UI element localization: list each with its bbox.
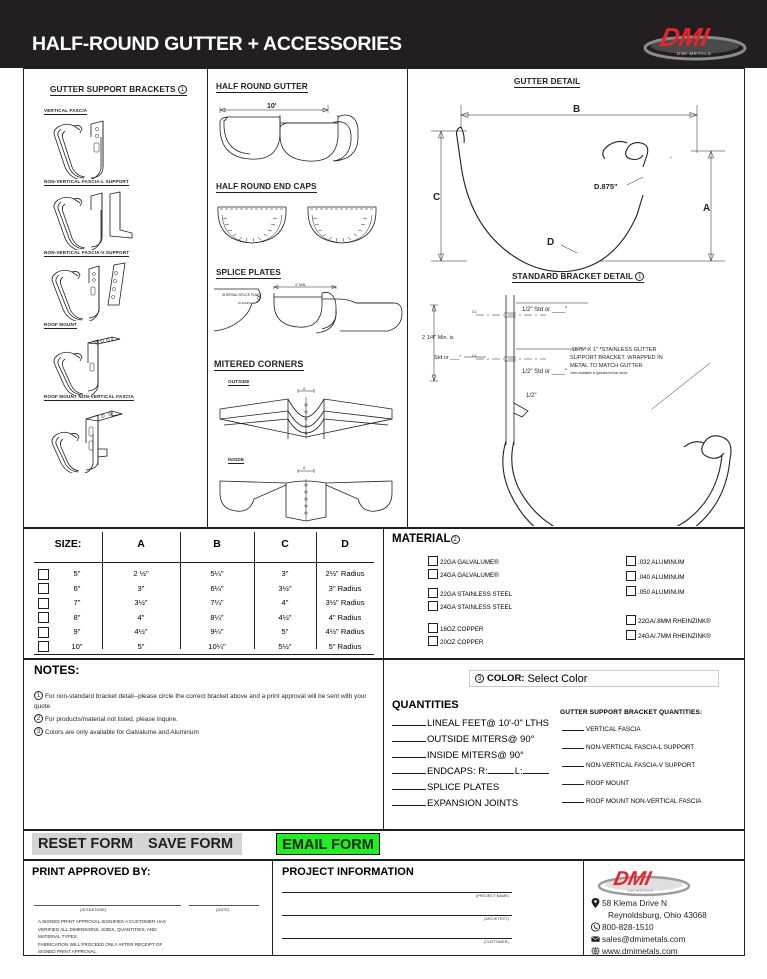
- dmi-logo: [643, 18, 747, 62]
- cell-b: 10¼": [208, 641, 226, 651]
- cell-b: 8¼": [210, 612, 224, 622]
- column-divider-2: [407, 69, 408, 527]
- detail-bead-label: D.875": [594, 182, 618, 191]
- cell-a: 3½": [134, 598, 148, 608]
- size-checkbox-7[interactable]: [38, 598, 49, 609]
- cell-size: 5": [73, 569, 81, 578]
- phone-icon: [591, 922, 600, 932]
- cell-d: 4½" Radius: [325, 627, 365, 637]
- contact-panel: [583, 860, 746, 956]
- bracket-drawing-roof-mount[interactable]: [48, 333, 148, 395]
- detail-a-label: A: [703, 203, 711, 214]
- svg-text:DMI: DMI: [611, 868, 653, 890]
- bracket-dim-left-2: Std or ___": [434, 355, 462, 361]
- material-checkbox[interactable]: [428, 601, 438, 611]
- detail-c-label: C: [433, 192, 441, 203]
- table-row[interactable]: [34, 567, 374, 582]
- standard-bracket-detail-drawing: [416, 291, 742, 526]
- svg-text:+: +: [669, 155, 673, 160]
- material-option-24ga-galvalume[interactable]: 24GA GALVALUME®: [428, 569, 499, 579]
- note-ref-1: 1: [178, 85, 187, 94]
- bracket-drawing-nv-fascia-l[interactable]: [48, 190, 148, 250]
- column-divider-1: [207, 69, 208, 527]
- end-caps-drawing: [212, 199, 402, 257]
- bracket-label-vertical-fascia: VERTICAL FASCIA: [44, 108, 88, 113]
- brk-qty-roof-mount-nv[interactable]: ROOF MOUNT NON-VERTICAL FASCIA: [562, 796, 701, 805]
- mitered-corners-title: MITERED CORNERS: [214, 359, 304, 369]
- miter-inside-label: INSIDE: [228, 457, 245, 462]
- brk-qty-nv-fascia-l[interactable]: NON-VERTICAL FASCIA-L SUPPORT: [562, 742, 694, 751]
- standard-bracket-detail-title: STANDARD BRACKET DETAIL 1: [512, 272, 644, 283]
- bracket-spec-footnote: *also available in galvanized bar stock: [570, 371, 628, 376]
- color-quantities-section: [384, 659, 746, 830]
- brk-input-vertical-fascia[interactable]: [562, 724, 584, 731]
- note-ref-1-bracket: 1: [635, 272, 644, 281]
- spec-table-body: [34, 567, 374, 655]
- architect-input[interactable]: [282, 915, 512, 916]
- bracket-drawing-vertical-fascia[interactable]: [48, 119, 132, 179]
- bracket-drawing-nv-fascia-v[interactable]: [48, 261, 148, 321]
- svg-text:DMI METALS: DMI METALS: [627, 889, 654, 893]
- svg-text:A: A: [303, 466, 306, 470]
- cell-size: 6": [73, 583, 81, 593]
- bracket-label-roof-mount: ROOF MOUNT: [44, 322, 77, 327]
- qty-expansion-joints[interactable]: EXPANSION JOINTS: [392, 796, 518, 809]
- qty-input-lineal-feet[interactable]: [392, 716, 426, 726]
- qty-splice-plates[interactable]: SPLICE PLATES: [392, 780, 499, 793]
- qty-input-inside-miters[interactable]: [392, 748, 426, 758]
- cell-size: 7": [73, 598, 81, 608]
- bracket-dim-left-1: 2 1/4" Min. is: [422, 335, 454, 341]
- bracket-spec-note: .1875" X 1" *STAINLESS GUTTER SUPPORT BRACKET. WRAPPED IN METAL TO MATCH GUTTER *also available in galvanized bar stock: [570, 346, 712, 376]
- cell-d: 3½" Radius: [325, 598, 365, 608]
- half-round-gutter-drawing: [212, 97, 404, 172]
- qty-input-expansion-joints[interactable]: [392, 796, 426, 806]
- cell-b: 6¼": [210, 583, 224, 593]
- size-checkbox-9[interactable]: [38, 627, 49, 638]
- page-header: [0, 0, 767, 68]
- customer-input[interactable]: [282, 938, 512, 939]
- note-ref-3: 3: [475, 674, 484, 683]
- cell-b: 9¼": [210, 627, 224, 637]
- spec-col-size: SIZE:: [54, 538, 82, 550]
- material-option-22ga-rheinzink[interactable]: 22GA/.8MM RHEINZINK®: [626, 615, 711, 625]
- cell-a: 5": [137, 641, 145, 651]
- splice-plates-drawing: [212, 283, 404, 345]
- document-frame: [23, 68, 745, 956]
- material-checkbox[interactable]: [428, 623, 438, 633]
- spec-table-section: [24, 528, 383, 658]
- signature-line[interactable]: [34, 905, 181, 906]
- material-checkbox[interactable]: [428, 588, 438, 598]
- spec-col-d: D: [341, 538, 349, 550]
- color-value: Select Color: [527, 672, 588, 685]
- date-caption: (DATE): [216, 908, 230, 912]
- color-select[interactable]: [469, 670, 719, 687]
- qty-inside-miters[interactable]: INSIDE MITERS@ 90°: [392, 748, 524, 761]
- miter-outside-label: OUTSIDE: [228, 379, 250, 384]
- bracket-label-roof-mount-nv: ROOF MOUNT NON-VERTICAL FASCIA: [44, 394, 134, 399]
- splice-internal-label: INTERNAL SPLICE PLATE: [222, 293, 261, 297]
- print-approved-title: PRINT APPROVED BY:: [32, 866, 151, 878]
- brk-qty-vertical-fascia[interactable]: VERTICAL FASCIA: [562, 724, 641, 733]
- cell-d: 2½" Radius: [325, 569, 365, 578]
- save-form-button[interactable]: SAVE FORM: [139, 833, 242, 855]
- globe-icon: [591, 946, 600, 956]
- date-line[interactable]: [189, 905, 259, 906]
- bracket-quantities-title: GUTTER SUPPORT BRACKET QUANTITIES:: [560, 709, 703, 716]
- architect-caption: (ARCHITECT): [484, 917, 510, 921]
- table-row[interactable]: [34, 582, 374, 597]
- material-option-24ga-stainless[interactable]: 24GA STAINLESS STEEL: [428, 601, 512, 611]
- material-checkbox[interactable]: [626, 615, 636, 625]
- cell-size: 8": [73, 612, 81, 622]
- material-checkbox[interactable]: [428, 556, 438, 566]
- size-checkbox-6[interactable]: [38, 583, 49, 594]
- cell-d: 4" Radius: [328, 612, 362, 622]
- gutter-detail-title: GUTTER DETAIL: [514, 77, 581, 86]
- brk-qty-roof-mount[interactable]: ROOF MOUNT: [562, 778, 629, 787]
- material-section: [384, 528, 746, 658]
- splice-plates-title: SPLICE PLATES: [216, 268, 281, 277]
- material-checkbox[interactable]: [626, 630, 636, 640]
- size-checkbox-5[interactable]: [38, 569, 49, 580]
- cell-d: 3" Radius: [328, 583, 362, 593]
- cell-c: 4": [281, 598, 289, 608]
- svg-text:DMI METALS: DMI METALS: [677, 51, 712, 56]
- qty-outside-miters[interactable]: OUTSIDE MITERS@ 90°: [392, 732, 534, 745]
- note-ref-2: 2: [451, 535, 460, 544]
- notes-title: NOTES:: [34, 663, 80, 677]
- cell-c: 3½": [278, 583, 292, 593]
- cell-size: 10": [71, 641, 83, 651]
- bracket-dim-bottom: 1/2": [526, 393, 537, 399]
- table-row[interactable]: [34, 640, 374, 655]
- bottom-panels: [24, 860, 746, 956]
- cell-size: 9": [73, 627, 81, 637]
- note-num-3: 3: [34, 727, 43, 736]
- envelope-icon: [591, 934, 600, 944]
- material-option-040-aluminum[interactable]: .040 ALUMINUM: [626, 571, 684, 581]
- svg-text:DMI: DMI: [657, 22, 712, 52]
- qty-lineal-feet[interactable]: LINEAL FEET@ 10'-0" LTHS: [392, 716, 549, 729]
- location-pin-icon: [591, 898, 600, 908]
- cell-b: 5¼": [210, 569, 224, 578]
- gutter-support-brackets-title: GUTTER SUPPORT BRACKETS 1: [50, 85, 187, 96]
- cell-c: 3": [281, 569, 289, 578]
- color-label: COLOR:: [487, 673, 525, 684]
- drawing-area: [24, 69, 744, 527]
- spec-table-header-row: [34, 532, 374, 562]
- svg-text:CL: CL: [472, 309, 478, 314]
- brk-input-roof-mount[interactable]: [562, 778, 584, 785]
- cell-d: 5" Radius: [328, 641, 362, 651]
- bracket-label-nv-fascia-v: NON-VERTICAL FASCIA-V SUPPORT: [44, 250, 130, 255]
- brk-input-nv-fascia-l[interactable]: [562, 742, 584, 749]
- note-num-1: 1: [34, 691, 43, 700]
- material-option-22ga-stainless[interactable]: 22GA STAINLESS STEEL: [428, 588, 512, 598]
- cell-a: 2 ½": [133, 569, 149, 578]
- qty-input-endcaps-l[interactable]: [523, 764, 549, 774]
- splice-holes-label: 8 HOLES: [238, 301, 251, 305]
- half-round-gutter-title: HALF ROUND GUTTER: [216, 82, 308, 91]
- form-button-row: [24, 830, 746, 860]
- bracket-dim-top: 1/2" Std or ____": [522, 307, 568, 313]
- cell-b: 7¼": [210, 598, 224, 608]
- contact-email[interactable]: sales@dmimetals.com: [602, 934, 686, 944]
- note-num-2: 2: [34, 714, 43, 723]
- material-option-050-aluminum[interactable]: .050 ALUMINUM: [626, 586, 684, 596]
- note-item-2: 2 For products/material not listed, please inquire.: [34, 714, 374, 725]
- outside-miter-drawing: [210, 387, 402, 452]
- gutter-detail-drawing: [419, 93, 739, 275]
- half-round-end-caps-title: HALF ROUND END CAPS: [216, 182, 317, 191]
- brk-input-roof-mount-nv[interactable]: [562, 796, 584, 803]
- contact-website[interactable]: www.dmimetals.com: [602, 946, 678, 956]
- spec-table: [34, 532, 374, 655]
- bracket-dim-mid: 1/2" Std or ____": [522, 369, 568, 375]
- cell-c: 5": [281, 627, 289, 637]
- material-option-22ga-galvalume[interactable]: 22GA GALVALUME®: [428, 556, 499, 566]
- table-row[interactable]: [34, 625, 374, 640]
- material-checkbox[interactable]: [626, 571, 636, 581]
- svg-text:A: A: [303, 387, 306, 391]
- inside-miter-drawing: [210, 465, 402, 525]
- bracket-drawing-roof-mount-nv-fascia[interactable]: [48, 405, 148, 473]
- cell-a: 4½": [134, 627, 148, 637]
- signature-caption: (SIGNATURE): [80, 908, 107, 912]
- legal-text: A SIGNED PRINT APPROVAL SIGNIFIES A CUSTOMER HAS VERIFIED ALL DIMENSIONS, SIZES, QUANTITIES, AND MATERIAL TYPES. FABRICATION WILL PROCEED ONLY AFTER RECEIPT OF SIGNED PRINT APPROVAL.: [38, 919, 166, 955]
- material-title: MATERIAL 2: [392, 533, 460, 545]
- qty-input-splice-plates[interactable]: [392, 780, 426, 790]
- dmi-footer-logo: [597, 865, 692, 897]
- spec-bottom-line: [34, 654, 374, 655]
- detail-b-label: B: [573, 104, 581, 115]
- cell-c: 5½": [278, 641, 292, 651]
- table-row[interactable]: [34, 596, 374, 611]
- splice-dimension-label: 4" MIN.: [295, 283, 307, 287]
- material-option-16oz-copper[interactable]: 16OZ COPPER: [428, 623, 483, 633]
- note-item-3: 3 Colors are only available for Galvalume and Aluminum: [34, 727, 374, 738]
- spec-header-underline: [34, 562, 374, 563]
- qty-input-endcaps-r[interactable]: [488, 764, 514, 774]
- note-item-1: 1 For non-standard bracket detail--please circle the correct bracket above and a print approval will be sent with your quote: [34, 693, 367, 710]
- spec-col-b: B: [213, 538, 221, 550]
- spec-col-c: C: [281, 538, 289, 550]
- table-row[interactable]: [34, 611, 374, 626]
- brk-qty-nv-fascia-v[interactable]: NON-VERTICAL FASCIA-V SUPPORT: [562, 760, 695, 769]
- svg-text:CL: CL: [472, 353, 478, 358]
- page-title: HALF-ROUND GUTTER + ACCESSORIES: [32, 33, 402, 55]
- cell-c: 4½": [278, 612, 292, 622]
- material-option-032-aluminum[interactable]: .032 ALUMINUM: [626, 556, 684, 566]
- material-option-20oz-copper[interactable]: 20OZ COPPER: [428, 636, 483, 646]
- bracket-label-nv-fascia-l: NON-VERTICAL FASCIA-L SUPPORT: [44, 179, 129, 184]
- material-option-24ga-rheinzink[interactable]: 24GA/.7MM RHEINZINK®: [626, 630, 711, 640]
- material-checkbox[interactable]: [428, 636, 438, 646]
- project-name-caption: (PROJECT NAME): [476, 894, 510, 898]
- contact-address-line-2: Reynoldsburg, Ohio 43068: [608, 910, 707, 920]
- qty-input-endcaps[interactable]: [392, 764, 426, 774]
- customer-caption: (CUSTOMER): [484, 940, 509, 944]
- qty-input-outside-miters[interactable]: [392, 732, 426, 742]
- project-name-input[interactable]: [282, 892, 512, 893]
- reset-form-button[interactable]: RESET FORM: [32, 833, 139, 855]
- size-checkbox-8[interactable]: [38, 612, 49, 623]
- contact-address-line-1: 58 Klema Drive N: [602, 898, 668, 908]
- spec-col-a: A: [137, 538, 145, 550]
- project-information-title: PROJECT INFORMATION: [282, 866, 414, 878]
- quantities-title: QUANTITIES: [392, 699, 459, 711]
- brk-input-nv-fascia-v[interactable]: [562, 760, 584, 767]
- notes-section: [24, 659, 383, 829]
- cell-a: 4": [137, 612, 145, 622]
- contact-phone[interactable]: 800-828-1510: [602, 922, 654, 932]
- material-checkbox[interactable]: [626, 586, 636, 596]
- material-checkbox[interactable]: [428, 569, 438, 579]
- cell-a: 3": [137, 583, 145, 593]
- material-checkbox[interactable]: [626, 556, 636, 566]
- bottom-divider-1: [272, 860, 273, 956]
- size-checkbox-10[interactable]: [38, 641, 49, 652]
- email-form-button[interactable]: EMAIL FORM: [276, 833, 380, 855]
- qty-endcaps[interactable]: ENDCAPS: R: L:: [392, 764, 550, 777]
- detail-d-label: D: [547, 237, 555, 248]
- gutter-length-label: 10': [267, 103, 277, 110]
